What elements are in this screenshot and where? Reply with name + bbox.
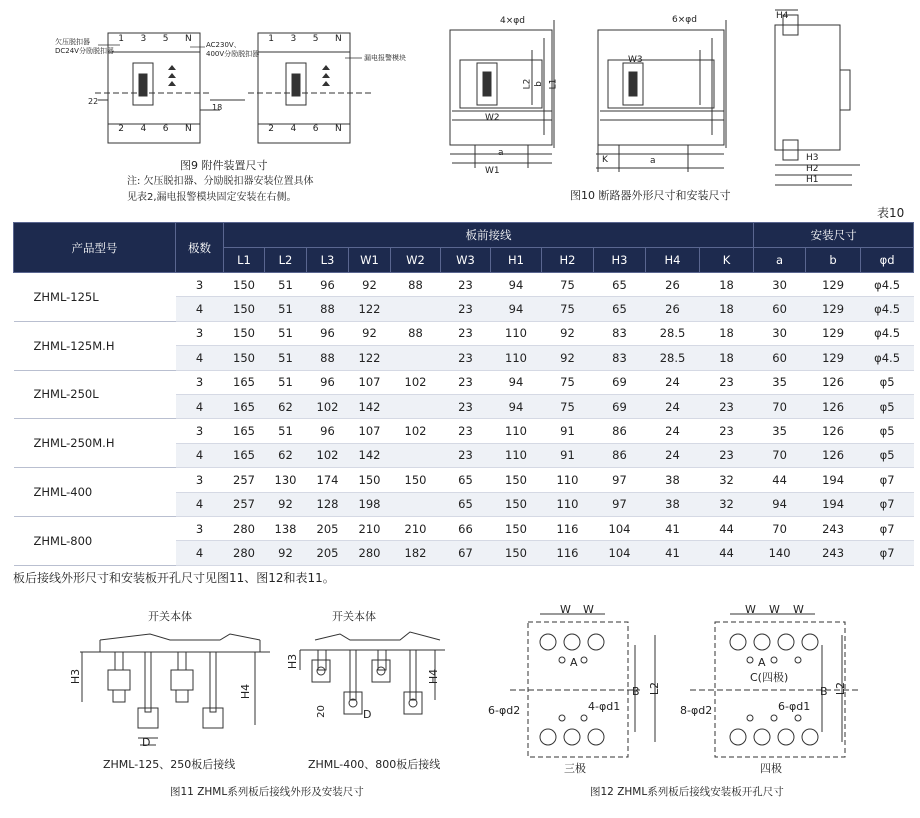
value-cell: 110 xyxy=(491,321,542,345)
fig11-dim-h3-right: H3 xyxy=(286,653,300,670)
value-cell: 83 xyxy=(594,321,646,345)
fig9-terminal: 2 xyxy=(118,124,124,134)
figure-10-drawing xyxy=(430,0,920,210)
value-cell: 23 xyxy=(441,346,491,370)
table-row xyxy=(14,370,914,394)
value-cell: 104 xyxy=(594,541,646,565)
fig12-sub-4p: 四极 xyxy=(760,762,782,775)
fig10-holes-3p: 4×φd xyxy=(500,16,525,26)
fig12-dim-w: W xyxy=(745,603,756,616)
value-cell: 28.5 xyxy=(646,321,700,345)
value-cell: 142 xyxy=(349,394,391,418)
value-cell: 88 xyxy=(307,297,349,321)
header-col: W3 xyxy=(441,248,491,273)
fig9-terminal: 1 xyxy=(268,34,274,44)
figure-11-drawing xyxy=(60,600,480,810)
fig9-terminal: 6 xyxy=(162,124,169,134)
fig10-dim: W1 xyxy=(485,166,500,176)
value-cell: 92 xyxy=(349,321,391,345)
value-cell: 23 xyxy=(441,370,491,394)
value-cell: 75 xyxy=(542,370,594,394)
poles-cell: 4 xyxy=(176,541,224,565)
fig11-caption: 图11 ZHML系列板后接线外形及安装尺寸 xyxy=(170,786,364,798)
fig9-terminal: N xyxy=(335,124,342,134)
value-cell: 70 xyxy=(754,516,806,540)
figure-9 xyxy=(0,0,420,205)
value-cell: 69 xyxy=(594,394,646,418)
value-cell: 165 xyxy=(224,419,265,443)
value-cell: 102 xyxy=(391,370,441,394)
value-cell: 44 xyxy=(700,541,754,565)
value-cell: 23 xyxy=(441,273,491,297)
value-cell: 65 xyxy=(441,492,491,516)
value-cell: 280 xyxy=(224,541,265,565)
fig10-dim: L1 xyxy=(548,78,559,90)
value-cell: 24 xyxy=(646,394,700,418)
poles-cell: 3 xyxy=(176,516,224,540)
fig9-terminal: N xyxy=(185,124,192,134)
value-cell: 165 xyxy=(224,443,265,467)
value-cell: 194 xyxy=(806,468,861,492)
fig9-label-ac230v: AC230V、 xyxy=(206,41,241,49)
fig9-terminal: 1 xyxy=(118,34,124,44)
fig12-dim-w: W xyxy=(583,603,594,616)
value-cell: 24 xyxy=(646,370,700,394)
fig12-holes-3p-d1: 4-φd1 xyxy=(588,700,621,713)
fig9-label-leakage: 漏电报警模块 xyxy=(364,54,406,62)
value-cell: 91 xyxy=(542,419,594,443)
header-col: b xyxy=(806,248,861,273)
fig9-label-400v: 400V分励脱扣器 xyxy=(206,50,260,58)
header-col: H1 xyxy=(491,248,542,273)
value-cell: 210 xyxy=(349,516,391,540)
value-cell: 150 xyxy=(224,273,265,297)
fig9-terminal: 5 xyxy=(312,34,319,44)
value-cell: 129 xyxy=(806,321,861,345)
fig11-body-label-right: 开关本体 xyxy=(332,610,376,623)
value-cell: 150 xyxy=(224,297,265,321)
model-cell: ZHML-125L xyxy=(14,273,176,322)
value-cell: 70 xyxy=(754,394,806,418)
header-col: H2 xyxy=(542,248,594,273)
value-cell: 38 xyxy=(646,468,700,492)
fig12-dim-w: W xyxy=(793,603,804,616)
value-cell: 96 xyxy=(307,419,349,443)
value-cell: 257 xyxy=(224,492,265,516)
value-cell: φ5 xyxy=(861,394,914,418)
fig10-caption: 图10 断路器外形尺寸和安装尺寸 xyxy=(570,189,731,202)
table-body xyxy=(14,273,914,566)
fig9-terminal: 5 xyxy=(162,34,169,44)
value-cell: 65 xyxy=(594,297,646,321)
fig9-terminal: 4 xyxy=(140,124,147,134)
value-cell: 122 xyxy=(349,297,391,321)
value-cell: 51 xyxy=(265,273,307,297)
value-cell: φ5 xyxy=(861,419,914,443)
fig9-terminal: 2 xyxy=(268,124,274,134)
model-cell: ZHML-250M.H xyxy=(14,419,176,468)
value-cell xyxy=(391,346,441,370)
value-cell: 18 xyxy=(700,346,754,370)
fig10-dim: H3 xyxy=(806,153,819,163)
fig12-holes-4p-d1: 6-φd1 xyxy=(778,700,811,713)
value-cell: 126 xyxy=(806,443,861,467)
value-cell: 92 xyxy=(542,321,594,345)
value-cell: 88 xyxy=(391,321,441,345)
value-cell: 65 xyxy=(594,273,646,297)
fig12-dim-c: C(四极) xyxy=(750,671,789,684)
value-cell: 75 xyxy=(542,273,594,297)
fig12-sub-3p: 三极 xyxy=(564,762,586,775)
value-cell: 51 xyxy=(265,370,307,394)
header-front-wiring: 板前接线 xyxy=(224,223,754,248)
header-col: W1 xyxy=(349,248,391,273)
value-cell: 23 xyxy=(700,370,754,394)
value-cell xyxy=(391,492,441,516)
fig12-holes-4p-d2: 8-φd2 xyxy=(680,704,713,717)
poles-cell: 3 xyxy=(176,321,224,345)
value-cell: 94 xyxy=(754,492,806,516)
value-cell: 94 xyxy=(491,273,542,297)
value-cell: 51 xyxy=(265,419,307,443)
value-cell: 126 xyxy=(806,394,861,418)
value-cell: 150 xyxy=(224,321,265,345)
fig10-dim: a xyxy=(650,156,656,166)
value-cell: 86 xyxy=(594,443,646,467)
value-cell: 165 xyxy=(224,370,265,394)
value-cell: 23 xyxy=(700,443,754,467)
fig11-dim-h4: H4 xyxy=(239,683,253,700)
fig9-terminal: 6 xyxy=(312,124,319,134)
poles-cell: 3 xyxy=(176,468,224,492)
fig10-dim: a xyxy=(498,148,504,158)
fig10-dim: H4 xyxy=(776,11,789,21)
fig11-dim-h3: H3 xyxy=(69,668,83,685)
value-cell: 83 xyxy=(594,346,646,370)
fig11-sub-left: ZHML-125、250板后接线 xyxy=(103,758,236,771)
value-cell: 44 xyxy=(700,516,754,540)
value-cell: 38 xyxy=(646,492,700,516)
fig12-dim-b: B xyxy=(820,685,828,698)
value-cell: 41 xyxy=(646,516,700,540)
value-cell: 88 xyxy=(391,273,441,297)
value-cell: 110 xyxy=(491,443,542,467)
value-cell: 140 xyxy=(754,541,806,565)
value-cell: 26 xyxy=(646,297,700,321)
value-cell: 174 xyxy=(307,468,349,492)
value-cell: 205 xyxy=(307,516,349,540)
value-cell: φ4.5 xyxy=(861,321,914,345)
fig10-holes-4p: 6×φd xyxy=(672,15,697,25)
value-cell: φ7 xyxy=(861,492,914,516)
value-cell: φ7 xyxy=(861,516,914,540)
value-cell: φ5 xyxy=(861,370,914,394)
fig9-terminal: N xyxy=(335,34,342,44)
fig11-sub-right: ZHML-400、800板后接线 xyxy=(308,758,441,771)
header-col: L1 xyxy=(224,248,265,273)
value-cell: 92 xyxy=(542,346,594,370)
value-cell: 280 xyxy=(349,541,391,565)
fig12-dim-a: A xyxy=(758,656,766,669)
value-cell: 142 xyxy=(349,443,391,467)
value-cell: 150 xyxy=(491,516,542,540)
value-cell: 107 xyxy=(349,419,391,443)
poles-cell: 4 xyxy=(176,492,224,516)
value-cell: 88 xyxy=(307,346,349,370)
value-cell: 28.5 xyxy=(646,346,700,370)
value-cell: 23 xyxy=(441,419,491,443)
value-cell: 44 xyxy=(754,468,806,492)
fig9-note-line1: 注: 欠压脱扣器、分励脱扣器安装位置具体 xyxy=(127,176,314,187)
value-cell: 129 xyxy=(806,346,861,370)
value-cell: 150 xyxy=(224,346,265,370)
value-cell: 23 xyxy=(441,443,491,467)
figure-11 xyxy=(60,600,480,810)
fig11-body-label-left: 开关本体 xyxy=(148,610,192,623)
fig9-label-dc24v: DC24V分励脱扣器 xyxy=(55,47,114,55)
value-cell xyxy=(391,443,441,467)
fig12-caption: 图12 ZHML系列板后接线安装板开孔尺寸 xyxy=(590,786,784,798)
fig9-label-undervoltage: 欠压脱扣器 xyxy=(55,38,90,46)
value-cell: 18 xyxy=(700,273,754,297)
value-cell: 150 xyxy=(349,468,391,492)
value-cell: 110 xyxy=(542,492,594,516)
value-cell: 51 xyxy=(265,297,307,321)
fig9-terminal: 4 xyxy=(290,124,297,134)
header-col: W2 xyxy=(391,248,441,273)
value-cell: 26 xyxy=(646,273,700,297)
value-cell: 116 xyxy=(542,541,594,565)
fig10-dim: W2 xyxy=(485,113,500,123)
fig10-dim: L2 xyxy=(522,78,533,90)
value-cell: 62 xyxy=(265,394,307,418)
value-cell: 35 xyxy=(754,419,806,443)
value-cell: 129 xyxy=(806,273,861,297)
value-cell: 41 xyxy=(646,541,700,565)
fig10-dim: b xyxy=(533,81,544,87)
fig12-dim-l2: L2 xyxy=(648,681,662,696)
value-cell: 92 xyxy=(265,492,307,516)
header-install: 安装尺寸 xyxy=(754,223,914,248)
fig12-dim-l2: L2 xyxy=(834,681,848,696)
value-cell: 96 xyxy=(307,321,349,345)
header-poles: 极数 xyxy=(176,223,224,273)
value-cell: 150 xyxy=(491,468,542,492)
value-cell: 97 xyxy=(594,468,646,492)
value-cell: 75 xyxy=(542,394,594,418)
value-cell: 23 xyxy=(700,419,754,443)
poles-cell: 4 xyxy=(176,443,224,467)
value-cell: φ4.5 xyxy=(861,273,914,297)
value-cell: 66 xyxy=(441,516,491,540)
header-col: φd xyxy=(861,248,914,273)
value-cell: 69 xyxy=(594,370,646,394)
fig9-note-line2: 见表2,漏电报警模块固定安装在右侧。 xyxy=(127,192,297,203)
figure-10 xyxy=(430,0,920,210)
value-cell: 30 xyxy=(754,321,806,345)
value-cell: 280 xyxy=(224,516,265,540)
value-cell: 102 xyxy=(307,443,349,467)
poles-cell: 4 xyxy=(176,297,224,321)
model-cell: ZHML-125M.H xyxy=(14,321,176,370)
poles-cell: 3 xyxy=(176,273,224,297)
value-cell: 138 xyxy=(265,516,307,540)
fig10-dim: K xyxy=(602,155,608,165)
value-cell: 243 xyxy=(806,541,861,565)
value-cell: 110 xyxy=(542,468,594,492)
value-cell: φ7 xyxy=(861,541,914,565)
poles-cell: 3 xyxy=(176,370,224,394)
value-cell: 122 xyxy=(349,346,391,370)
header-col: K xyxy=(700,248,754,273)
value-cell: 102 xyxy=(307,394,349,418)
value-cell: 102 xyxy=(391,419,441,443)
value-cell: 257 xyxy=(224,468,265,492)
header-col: L3 xyxy=(307,248,349,273)
fig12-dim-a: A xyxy=(570,656,578,669)
table-10 xyxy=(13,222,914,566)
header-col: a xyxy=(754,248,806,273)
value-cell: 51 xyxy=(265,321,307,345)
value-cell: 129 xyxy=(806,297,861,321)
value-cell: 51 xyxy=(265,346,307,370)
value-cell: 130 xyxy=(265,468,307,492)
value-cell: 92 xyxy=(265,541,307,565)
value-cell: 60 xyxy=(754,346,806,370)
value-cell: 91 xyxy=(542,443,594,467)
value-cell: 67 xyxy=(441,541,491,565)
header-col: H3 xyxy=(594,248,646,273)
value-cell: φ4.5 xyxy=(861,346,914,370)
value-cell: 104 xyxy=(594,516,646,540)
fig10-dim: H2 xyxy=(806,164,819,174)
fig9-dim-18: 18 xyxy=(212,103,223,112)
fig12-dim-w: W xyxy=(560,603,571,616)
value-cell: 194 xyxy=(806,492,861,516)
value-cell: 24 xyxy=(646,419,700,443)
value-cell: 97 xyxy=(594,492,646,516)
value-cell: 205 xyxy=(307,541,349,565)
header-model: 产品型号 xyxy=(14,223,176,273)
fig12-dim-b: B xyxy=(632,685,640,698)
fig9-terminal: 3 xyxy=(140,34,147,44)
table-row xyxy=(14,419,914,443)
value-cell: φ4.5 xyxy=(861,297,914,321)
fig11-dim-h4-right: H4 xyxy=(427,668,441,685)
value-cell: 60 xyxy=(754,297,806,321)
value-cell: 65 xyxy=(441,468,491,492)
table-10-label: 表10 xyxy=(877,206,905,220)
value-cell: 24 xyxy=(646,443,700,467)
value-cell: 126 xyxy=(806,419,861,443)
value-cell: 165 xyxy=(224,394,265,418)
value-cell: 35 xyxy=(754,370,806,394)
value-cell: 23 xyxy=(441,321,491,345)
value-cell: 94 xyxy=(491,370,542,394)
header-col: H4 xyxy=(646,248,700,273)
table-row xyxy=(14,516,914,540)
value-cell: 32 xyxy=(700,468,754,492)
poles-cell: 4 xyxy=(176,346,224,370)
value-cell: 70 xyxy=(754,443,806,467)
table-row xyxy=(14,321,914,345)
value-cell: 150 xyxy=(391,468,441,492)
poles-cell: 3 xyxy=(176,419,224,443)
fig9-caption: 图9 附件装置尺寸 xyxy=(180,159,268,172)
fig11-dim-20: 20 xyxy=(315,705,327,718)
body-sentence: 板后接线外形尺寸和安装板开孔尺寸见图11、图12和表11。 xyxy=(13,571,335,585)
value-cell: 23 xyxy=(700,394,754,418)
value-cell xyxy=(391,394,441,418)
value-cell: 210 xyxy=(391,516,441,540)
value-cell: 110 xyxy=(491,419,542,443)
value-cell: 198 xyxy=(349,492,391,516)
poles-cell: 4 xyxy=(176,394,224,418)
fig12-holes-3p-d2: 6-φd2 xyxy=(488,704,521,717)
value-cell: 75 xyxy=(542,297,594,321)
value-cell xyxy=(391,297,441,321)
value-cell: 243 xyxy=(806,516,861,540)
value-cell: 86 xyxy=(594,419,646,443)
model-cell: ZHML-250L xyxy=(14,370,176,419)
value-cell: 18 xyxy=(700,297,754,321)
fig9-terminal: N xyxy=(185,34,192,44)
table-row xyxy=(14,273,914,297)
header-col: L2 xyxy=(265,248,307,273)
value-cell: 116 xyxy=(542,516,594,540)
value-cell: 96 xyxy=(307,370,349,394)
fig9-dim-22: 22 xyxy=(88,97,99,106)
value-cell: 62 xyxy=(265,443,307,467)
fig9-terminal: 3 xyxy=(290,34,297,44)
value-cell: φ5 xyxy=(861,443,914,467)
model-cell: ZHML-400 xyxy=(14,468,176,517)
value-cell: 23 xyxy=(441,297,491,321)
value-cell: 128 xyxy=(307,492,349,516)
value-cell: 23 xyxy=(441,394,491,418)
value-cell: φ7 xyxy=(861,468,914,492)
fig10-dim: H1 xyxy=(806,175,819,185)
value-cell: 150 xyxy=(491,541,542,565)
value-cell: 107 xyxy=(349,370,391,394)
figure-12 xyxy=(480,600,920,810)
fig10-dim: W3 xyxy=(628,55,643,65)
value-cell: 32 xyxy=(700,492,754,516)
fig11-dim-d: D xyxy=(142,736,151,749)
value-cell: 94 xyxy=(491,297,542,321)
value-cell: 96 xyxy=(307,273,349,297)
fig11-dim-d-right: D xyxy=(363,708,372,721)
model-cell: ZHML-800 xyxy=(14,516,176,565)
value-cell: 94 xyxy=(491,394,542,418)
table-row xyxy=(14,468,914,492)
value-cell: 150 xyxy=(491,492,542,516)
value-cell: 18 xyxy=(700,321,754,345)
fig12-dim-w: W xyxy=(769,603,780,616)
value-cell: 126 xyxy=(806,370,861,394)
value-cell: 182 xyxy=(391,541,441,565)
value-cell: 30 xyxy=(754,273,806,297)
value-cell: 110 xyxy=(491,346,542,370)
value-cell: 92 xyxy=(349,273,391,297)
